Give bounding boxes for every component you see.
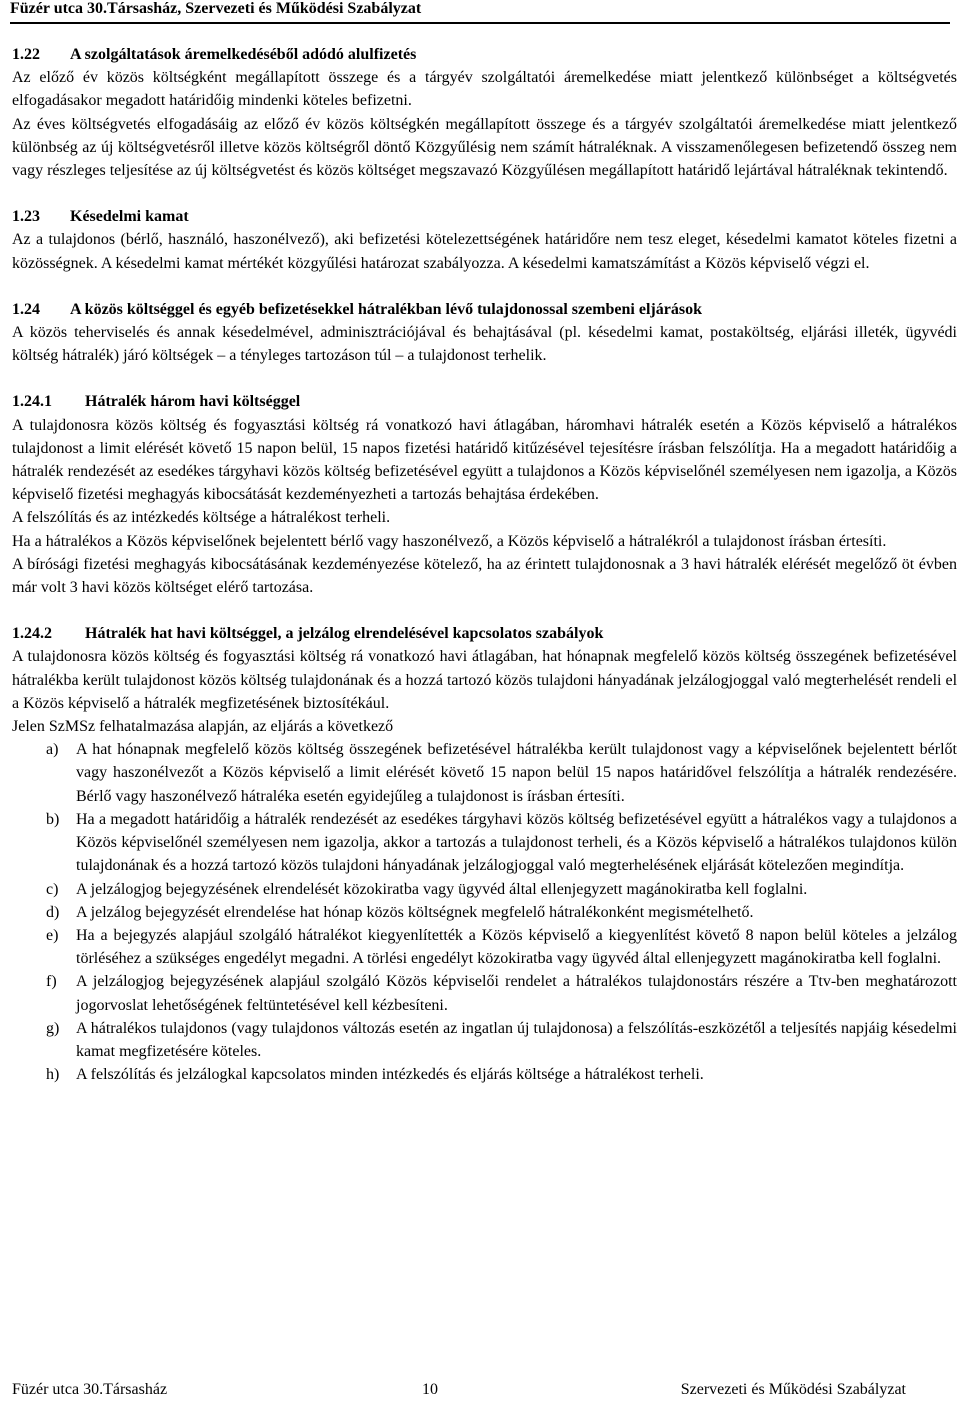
section-number: 1.24 bbox=[12, 300, 40, 318]
list-item-letter: c) bbox=[46, 880, 59, 898]
procedure-list bbox=[12, 738, 957, 1086]
section-heading-1-23 bbox=[12, 205, 957, 228]
section-heading-1-24-1 bbox=[12, 390, 957, 413]
section-title: Hátralék három havi költséggel bbox=[85, 393, 301, 411]
section-title: A szolgáltatások áremelkedéséből adódó alulfizetés bbox=[70, 46, 417, 63]
list-item-text: A jelzálogjog bejegyzésének alapjául szolgáló Közös képviselői rendelet a hátralékos tulajdonostárs részére a Ttv-ben meghatározott jogorvoslat lehetőségének feltüntetésével kell kézbesíteni. bbox=[76, 973, 957, 1014]
list-item-letter: d) bbox=[46, 903, 60, 921]
list-item-letter: e) bbox=[46, 926, 59, 944]
section-heading-1-24 bbox=[12, 298, 957, 321]
paragraph: A közös teherviselés és annak késedelmével, adminisztrációjával és behajtásával (pl. késedelmi kamat, postaköltség, eljárási illeték, ügyvédi költség hátralék) járó költségek – a tényleges tartozáson túl – a tulajdonost terhelik. bbox=[12, 324, 957, 365]
paragraph: A felszólítás és az intézkedés költsége a hátralékost terheli. bbox=[12, 509, 391, 527]
list-item bbox=[12, 924, 957, 970]
section-title: Késedelmi kamat bbox=[70, 208, 189, 226]
paragraph: Az a tulajdonos (bérlő, használó, haszonélvező), aki befizetési kötelezettségének határidőre nem tesz eleget, késedelmi kamatot köteles fizetni a közösségnek. A késedelmi kamat mértékét közgyűlési határozat szabályozza. A késedelmi kamatszámítást a Közös képviselő végzi el. bbox=[12, 231, 957, 272]
paragraph: A tulajdonosra közös költség és fogyasztási költség rá vonatkozó havi átlagában, hat hónapnak megfelelő közös költség összegének befizetésével hátralékba került tulajdonost közös költség tulajdonának és a hozzá tartozó közös tulajdoni hányadának jelzálogjoggal való megterhelését rendeli el a Közös képviselő a hátralék megfizetésének biztosítékául. bbox=[12, 648, 958, 712]
list-item-letter: h) bbox=[46, 1066, 60, 1084]
section-number: 1.24.1 bbox=[12, 393, 52, 411]
list-item bbox=[12, 808, 957, 878]
list-item-text: Ha a bejegyzés alapjául szolgáló hátralékot kiegyenlítették a Közös képviselő a kiegyenlítést követő 8 napon belül köteles a jelzálog törléséhez a szükséges engedélyt megadni. A törlési engedélyt közokiratba vagy ügyvéd által ellenjegyzett magánokiratba kell foglalni. bbox=[76, 926, 957, 968]
list-item-text: A jelzálog bejegyzését elrendelése hat hónap közös költségnek megfelelő hátralékonként megismételhető. bbox=[76, 903, 754, 921]
list-item bbox=[12, 970, 957, 1016]
list-item bbox=[12, 1063, 957, 1086]
paragraph: A tulajdonosra közös költség és fogyasztási költség rá vonatkozó havi átlagában, háromhavi hátralék esetén a Közös képviselő a hátralékos tulajdonost a limit elérését követő 15 napon belül, 15 napos fizetési határidő kitűzésével tejesítésre írásban felszólítja. Ha a megadott határidőig a hátralék rendezését az esedékes tárgyhavi közös költség befizetésével együtt a tulajdonos a Közös képviselőnél személyesen nem igazolja, a Közös képviselő fizetési meghagyás kibocsátását kezdeményezheti a tartozás behajtása érdekében. bbox=[12, 416, 957, 504]
list-item-text: A jelzálogjog bejegyzésének elrendelését közokiratba vagy ügyvéd által ellenjegyzett magánokiratba kell foglalni. bbox=[76, 880, 808, 898]
section-title: Hátralék hat havi költséggel, a jelzálog elrendelésével kapcsolatos szabályok bbox=[85, 625, 604, 643]
paragraph: Az előző év közös költségként megállapított összege és a tárgyév szolgáltatói áremelkedése miatt jelentkező különbséget a költségvetés elfogadásakor megadott határidőig mindenki köteles befizetni. bbox=[12, 69, 957, 110]
section-title: A közös költséggel és egyéb befizetésekkel hátralékban lévő tulajdonossal szembeni eljárások bbox=[70, 300, 702, 318]
list-item-letter: a) bbox=[46, 741, 59, 759]
list-item-text: A felszólítás és jelzálogkal kapcsolatos minden intézkedés és eljárás költsége a hátralékost terheli. bbox=[76, 1066, 704, 1084]
paragraph: A bírósági fizetési meghagyás kibocsátásának kezdeményezése kötelező, ha az érintett tulajdonosnak a 3 havi hátralék elérését megelőző öt évben már volt 3 havi közös költséget elérő tartozása. bbox=[12, 555, 957, 597]
list-item bbox=[12, 1017, 957, 1063]
section-heading-1-22 bbox=[12, 43, 957, 66]
list-item-text: A hat hónapnak megfelelő közös költség összegének befizetésével hátralékba került tulajdonost vagy a képviselőnek bejelentett bérlőt vagy haszonélvezőt a Közös képviselő a limit elérését követő 15 napon belül 15 napos határidővel felszólítja a hátralék rendezésére. Bérlő vagy haszonélvező hátraléka esetén egyidejűleg a tulajdonost is írásban értesíti. bbox=[76, 741, 957, 805]
list-item bbox=[12, 878, 957, 901]
paragraph: Jelen SzMSz felhatalmazása alapján, az eljárás a következő bbox=[12, 718, 394, 736]
list-item-letter: f) bbox=[46, 973, 57, 991]
list-item-letter: g) bbox=[46, 1019, 60, 1037]
list-item-text: Ha a megadott határidőig a hátralék rendezését az esedékes tárgyhavi közös költség befizetésével együtt a hátralékos vagy a tulajdonos a Közös képviselőnél személyesen nem igazolja, akkor a tartozás a tulajdonost terheli, és a Közös képviselő a hátralékos tulajdonos külön tulajdonának és a hozzá tartozó közös tulajdoni hányadának jelzálogjoggal való megterhelésének eljárását kötelezően megindítja. bbox=[76, 810, 957, 875]
list-item-text: A hátralékos tulajdonos (vagy tulajdonos változás esetén az ingatlan új tulajdonosa) a felszólítás-eszközétől a teljesítés napjáig késedelmi kamat megfizetésére köteles. bbox=[76, 1019, 957, 1060]
paragraph: Az éves költségvetés elfogadásáig az előző év közös költségkén megállapított összege és a tárgyév szolgáltatói áremelkedése miatt jelentkező különbség az új költségvetésről illetve közös költségről döntő Közgyűlésig nem számít hátraléknak. A visszamenőlegesen befizetendő összeg nem vagy részleges teljesítése az új költségvetést és közös költséget megszavazó Közgyűlésen megállapított határidő lejártával hátraléknak tekintendő. bbox=[12, 115, 957, 180]
page-number: 10 bbox=[422, 1381, 438, 1398]
section-number: 1.23 bbox=[12, 208, 40, 226]
footer-left: Füzér utca 30.Társasház bbox=[12, 1381, 168, 1398]
list-item bbox=[12, 738, 957, 808]
paragraph: Ha a hátralékos a Közös képviselőnek bejelentett bérlő vagy haszonélvező, a Közös képviselő a hátralékról a tulajdonost írásban értesíti. bbox=[12, 532, 887, 550]
section-number: 1.22 bbox=[12, 46, 40, 63]
section-number: 1.24.2 bbox=[12, 625, 52, 643]
list-item-letter: b) bbox=[46, 810, 60, 828]
list-item bbox=[12, 901, 957, 924]
footer-right: Szervezeti és Működési Szabályzat bbox=[680, 1381, 906, 1398]
document-body bbox=[12, 43, 957, 1086]
section-heading-1-24-2 bbox=[12, 622, 957, 645]
page-header: Füzér utca 30.Társasház, Szervezeti és Működési Szabályzat bbox=[10, 0, 950, 24]
